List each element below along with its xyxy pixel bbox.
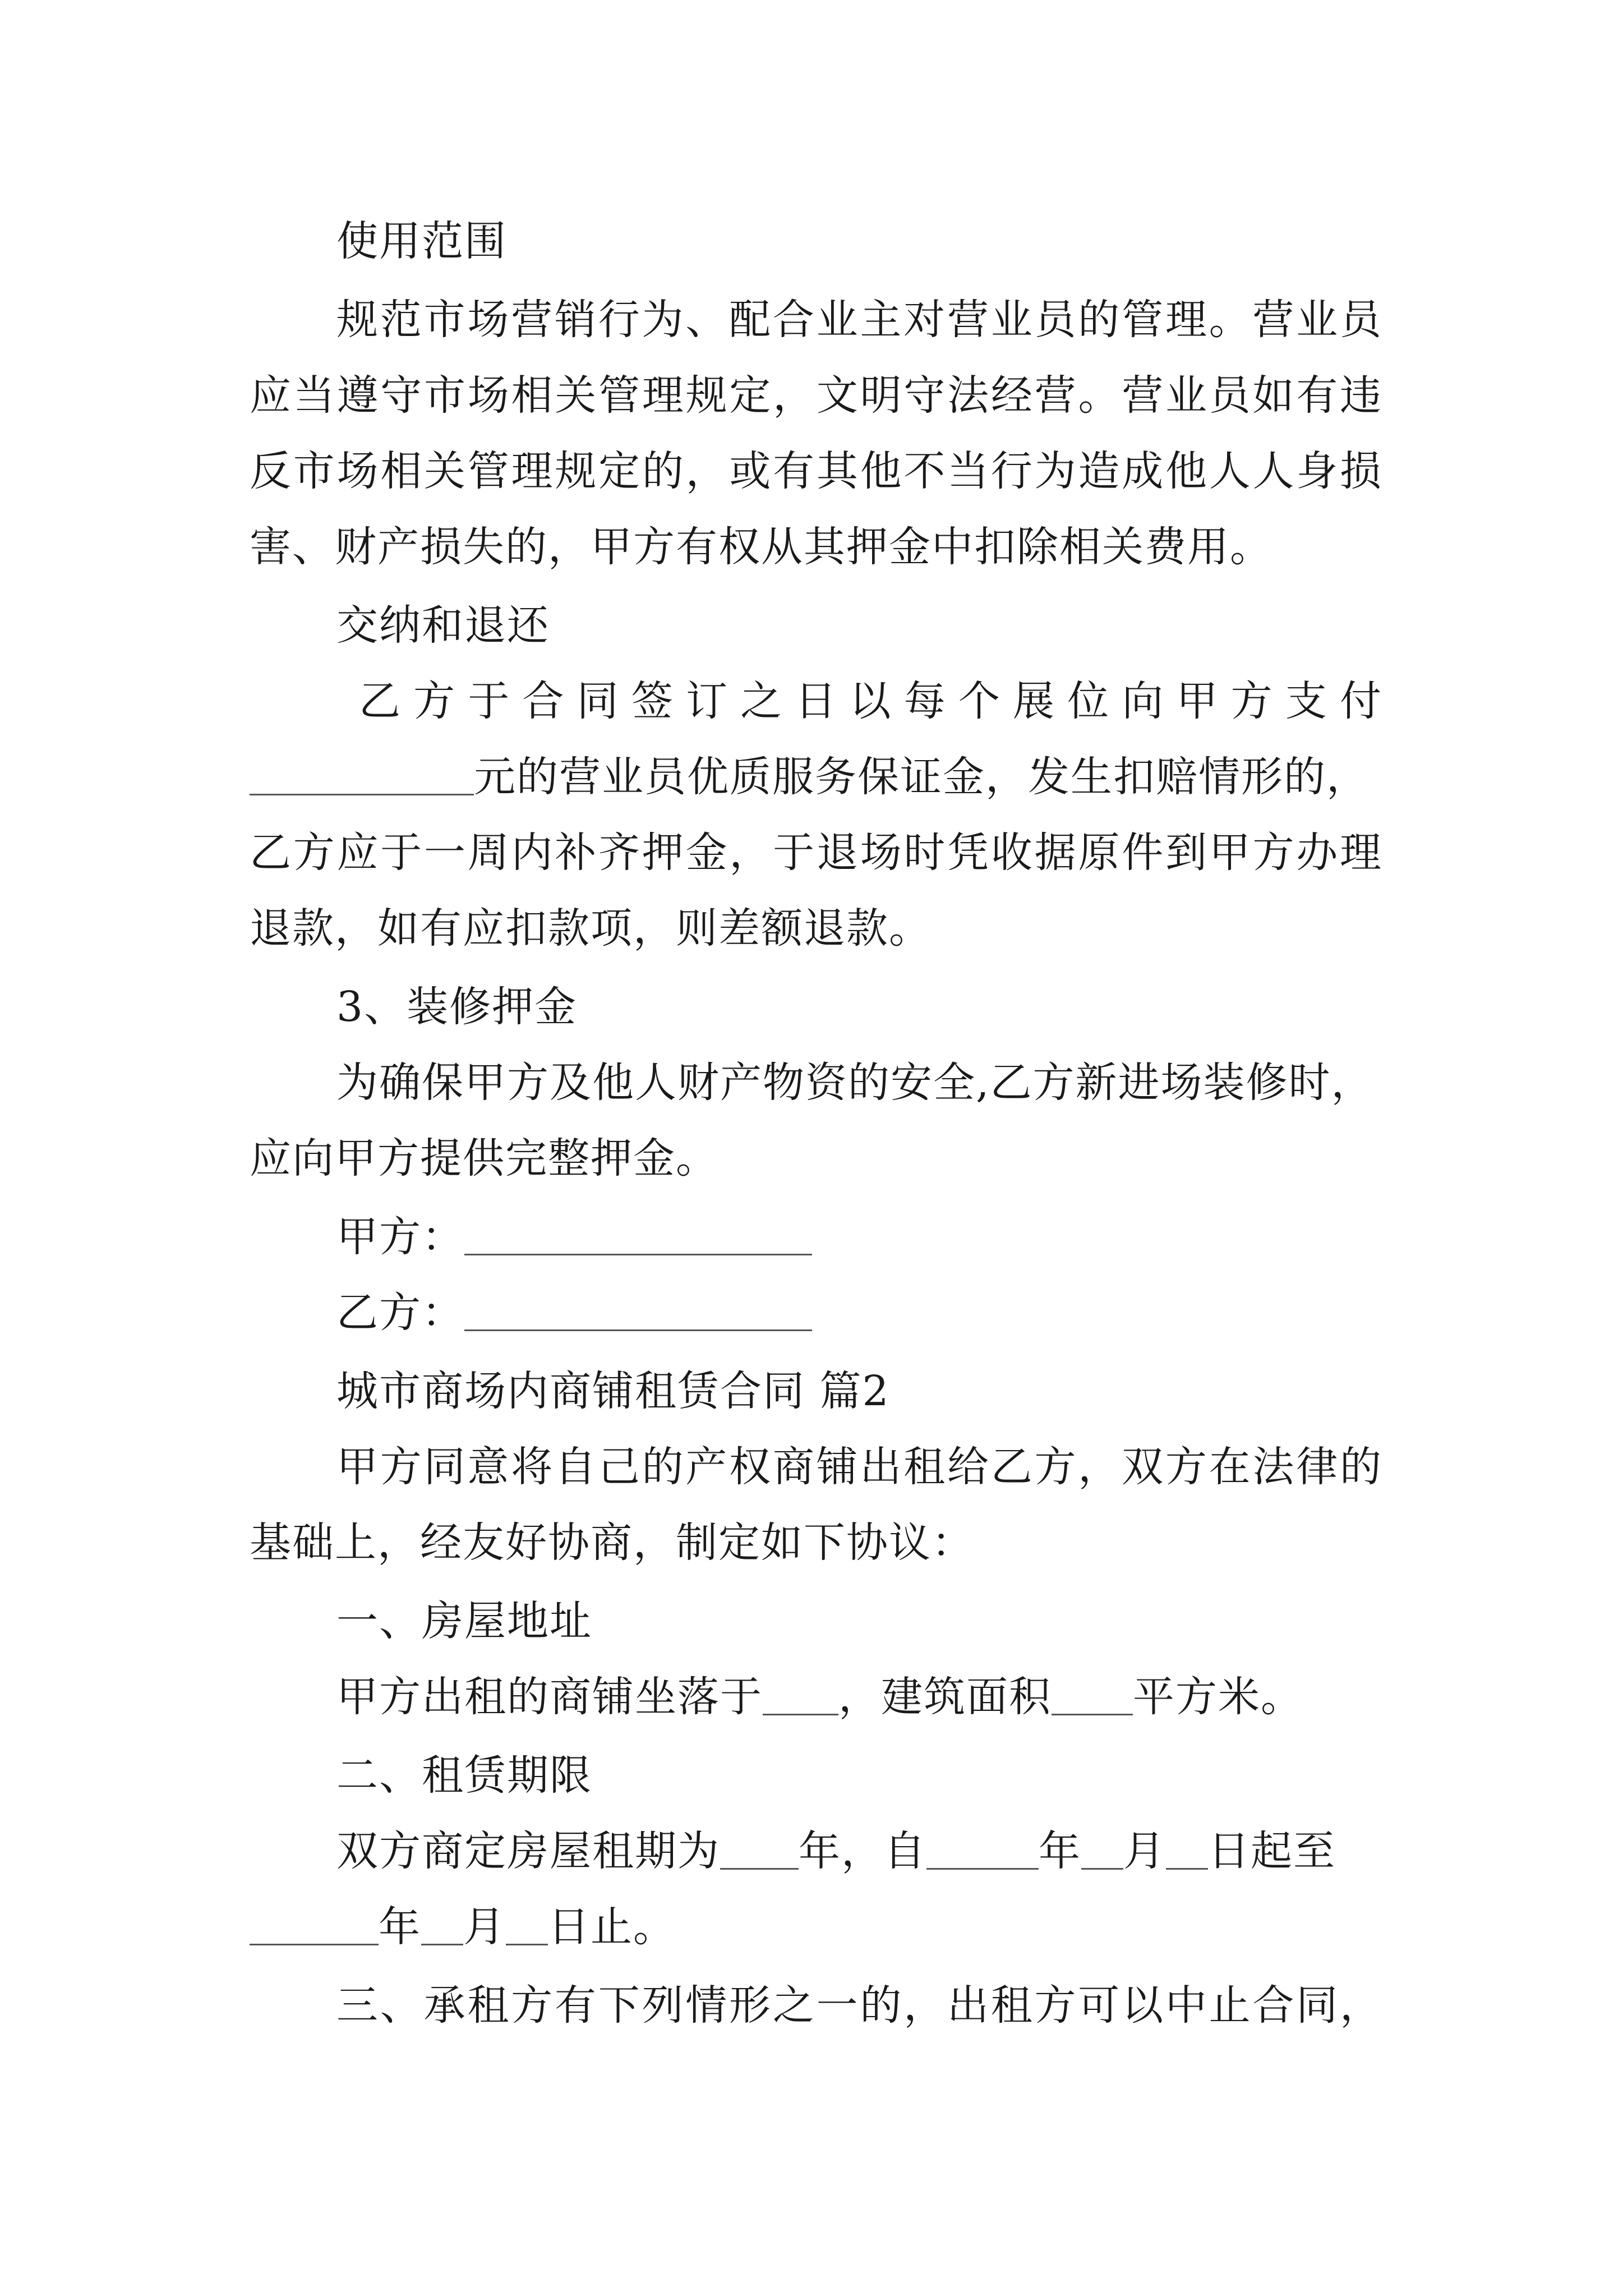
paragraph-line: 应当遵守市场相关管理规定，文明守法经营。营业员如有违 — [250, 371, 1382, 420]
paragraph-line: 基础上，经友好协商，制定如下协议： — [250, 1519, 974, 1567]
paragraph-text: 双方商定房屋租期为 — [336, 1827, 720, 1875]
term-end-line — [250, 1899, 1382, 1955]
paragraph-line: 为确保甲方及他人财产物资的安全,乙方新进场装修时， — [336, 1059, 1374, 1107]
paragraph-line: 害、财产损失的，甲方有权从其押金中扣除相关费用。 — [250, 523, 1272, 571]
paragraph-text: 年 — [379, 1903, 421, 1951]
party-a-signature-blank[interactable] — [464, 1212, 812, 1255]
paragraph-text: 年 — [1039, 1827, 1081, 1875]
section-heading-deposit: 3、装修押金 — [336, 983, 578, 1031]
paragraph-text: 甲方出租的商铺坐落于 — [336, 1673, 763, 1721]
area-blank[interactable] — [1052, 1672, 1133, 1715]
location-blank[interactable] — [763, 1672, 838, 1715]
section-heading-address: 一、房屋地址 — [336, 1597, 592, 1645]
paragraph-text: 月 — [463, 1903, 506, 1951]
section-heading-payment: 交纳和退还 — [336, 601, 550, 650]
start-year-blank[interactable] — [926, 1826, 1039, 1870]
paragraph-text: 元的营业员优质服务保证金，发生扣赔情形的， — [474, 753, 1369, 801]
paragraph-line: 规范市场营销行为、配合业主对营业员的管理。营业员 — [336, 296, 1382, 344]
paragraph-text: ，建筑面积 — [838, 1673, 1052, 1721]
paragraph-line: 应向甲方提供完整押金。 — [250, 1134, 718, 1182]
paragraph-text: 日止。 — [548, 1903, 676, 1951]
section-heading-term: 二、租赁期限 — [336, 1751, 592, 1800]
paragraph-line: 乙方于合同签订之日以每个展位向甲方支付 — [359, 677, 1382, 725]
paragraph-line: 甲方同意将自己的产权商铺出租给乙方，双方在法律的 — [336, 1443, 1382, 1491]
term-line — [336, 1823, 1382, 1879]
party-a-label: 甲方： — [336, 1213, 464, 1261]
address-line — [336, 1669, 1382, 1725]
section-heading-scope: 使用范围 — [336, 217, 507, 265]
party-b-signature-blank[interactable] — [464, 1288, 812, 1331]
paragraph-line: 乙方应于一周内补齐押金，于退场时凭收据原件到甲方办理 — [250, 829, 1382, 877]
paragraph-line — [250, 749, 1382, 805]
paragraph-text: 日起至 — [1208, 1827, 1336, 1875]
party-b-label: 乙方： — [336, 1289, 464, 1337]
start-day-blank[interactable] — [1166, 1826, 1208, 1870]
paragraph-line: 退款，如有应扣款项，则差额退款。 — [250, 904, 932, 953]
end-year-blank[interactable] — [250, 1902, 379, 1945]
contract-title: 城市商场内商铺租赁合同 篇2 — [336, 1367, 890, 1415]
paragraph-text: 年，自 — [799, 1827, 926, 1875]
paragraph-line: 反市场相关管理规定的，或有其他不当行为造成他人人身损 — [250, 447, 1382, 495]
paragraph-line: 三、承租方有下列情形之一的，出租方可以中止合同， — [336, 1981, 1382, 2030]
start-month-blank[interactable] — [1081, 1826, 1123, 1870]
end-month-blank[interactable] — [421, 1902, 463, 1945]
party-a-line — [336, 1209, 1382, 1265]
party-b-line — [336, 1285, 1382, 1341]
term-years-blank[interactable] — [720, 1826, 799, 1870]
paragraph-text: 月 — [1123, 1827, 1166, 1875]
end-day-blank[interactable] — [506, 1902, 548, 1945]
paragraph-text: 平方米。 — [1133, 1673, 1303, 1721]
amount-blank[interactable] — [250, 752, 474, 795]
